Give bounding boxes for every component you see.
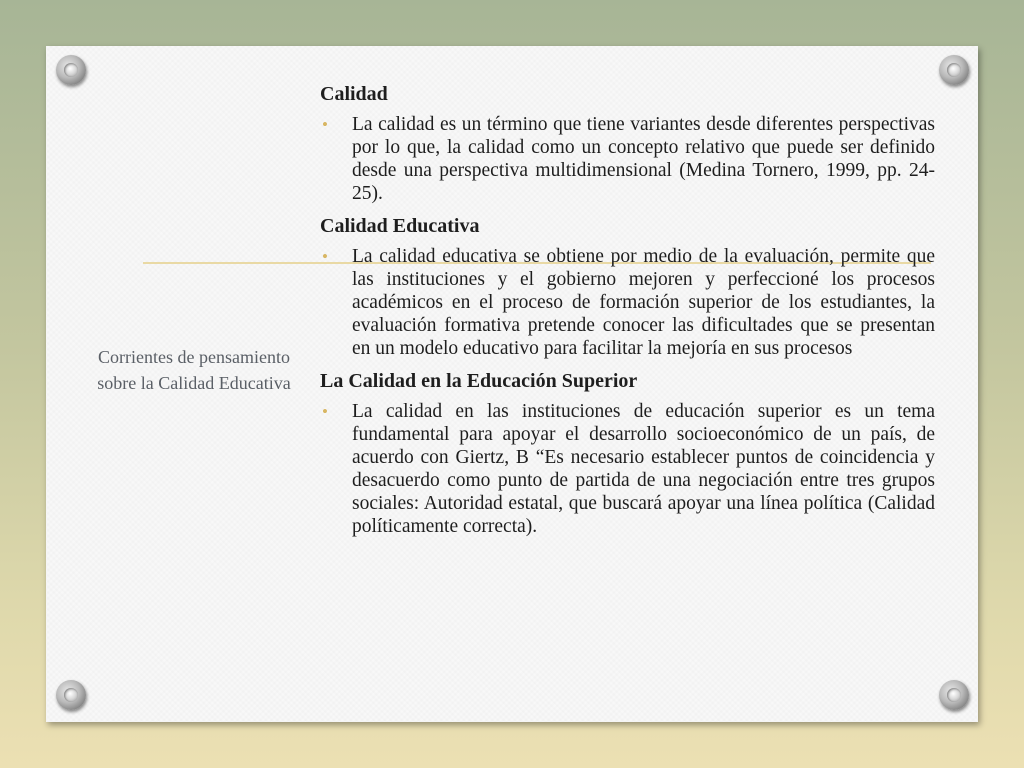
section-heading-calidad: Calidad [320, 83, 388, 105]
bullet-icon: • [322, 247, 328, 266]
pushpin-icon [56, 55, 86, 85]
section-heading-educacion-superior: La Calidad en la Educación Superior [320, 370, 638, 392]
bullet-text: La calidad es un término que tiene variantes desde diferentes perspectivas por lo que, la calidad como un concepto relativo que puede ser definido desde una perspectiva multidimensional (Medina Tornero, 1999, pp. 24-25). [352, 114, 935, 204]
content-area [320, 81, 935, 538]
bullet-icon: • [322, 115, 328, 134]
pushpin-icon [939, 55, 969, 85]
pushpin-icon [56, 680, 86, 710]
bullet-item [320, 113, 935, 205]
pushpin-icon [939, 680, 969, 710]
slide-board [46, 46, 978, 722]
bullet-text: La calidad educativa se obtiene por medio de la evaluación, permite que las instituciones y el gobierno mejoren y perfeccioné los procesos académicos en el proceso de formación superior de los estudiantes, la evaluación formativa pretende conocer las dificultades que se presentan en un modelo educativo para facilitar la mejoría en sus procesos [352, 246, 935, 359]
bullet-item [320, 245, 935, 360]
bullet-item [320, 400, 935, 538]
section-heading-calidad-educativa: Calidad Educativa [320, 215, 480, 237]
bullet-icon: • [322, 402, 328, 421]
slide-title: Corrientes de pensamiento sobre la Calidad Educativa [97, 347, 291, 393]
bullet-text: La calidad en las instituciones de educación superior es un tema fundamental para apoyar el desarrollo socioeconómico de un país, de acuerdo con Giertz, B “Es necesario establecer puntos de coincidencia y desacuerdo como punto de partida de una negociación entre tres grupos sociales: Autoridad estatal, que buscará apoyar una línea política (Calidad políticamente correcta). [352, 401, 935, 537]
